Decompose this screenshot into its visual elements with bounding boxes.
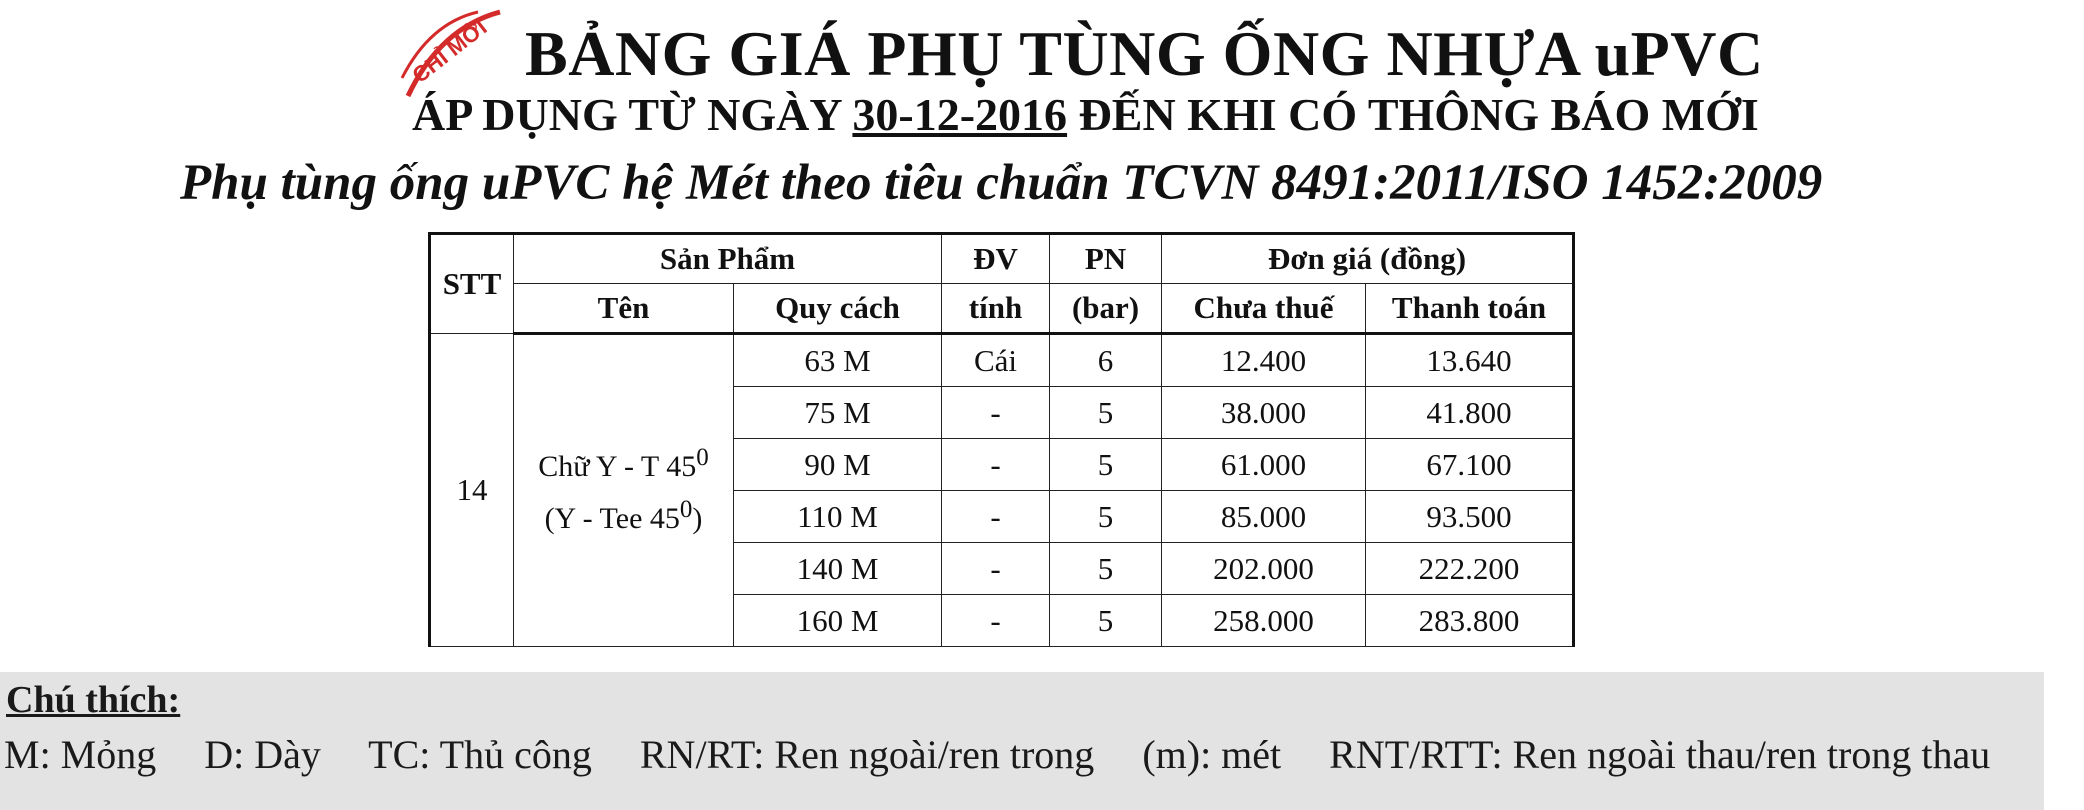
product-name-line2: (Y - Tee $45^0$) — [544, 495, 703, 535]
table-row — [430, 334, 1574, 387]
effective-date: 30-12-2016 — [852, 89, 1068, 140]
note-item: (m): mét — [1142, 732, 1282, 777]
spec-cell: 90 M — [734, 439, 942, 491]
header-before-tax: Chưa thuế — [1162, 284, 1366, 334]
total-cell: 93.500 — [1366, 491, 1574, 543]
notes-heading: Chú thích: — [6, 679, 181, 721]
stt-cell: 14 — [430, 334, 514, 647]
before-tax-cell: 61.000 — [1162, 439, 1366, 491]
note-item: RNT/RTT: Ren ngoài thau/ren trong thau — [1329, 732, 1991, 777]
pn-cell: 5 — [1050, 595, 1162, 647]
header-name: Tên — [514, 284, 734, 334]
header-unit-line1: ĐV — [942, 234, 1050, 284]
page-title: BẢNG GIÁ PHỤ TÙNG ỐNG NHỰA uPVC — [525, 18, 1764, 89]
spec-cell: 110 M — [734, 491, 942, 543]
pn-cell: 5 — [1050, 491, 1162, 543]
pn-cell: 5 — [1050, 543, 1162, 595]
spec-cell: 160 M — [734, 595, 942, 647]
pn-cell: 5 — [1050, 387, 1162, 439]
price-table — [428, 232, 1575, 647]
total-cell: 13.640 — [1366, 334, 1574, 387]
unit-cell: - — [942, 439, 1050, 491]
pn-cell: 6 — [1050, 334, 1162, 387]
notes-section — [0, 672, 2044, 810]
note-item: TC: Thủ công — [368, 732, 592, 777]
before-tax-cell: 202.000 — [1162, 543, 1366, 595]
unit-cell: - — [942, 387, 1050, 439]
total-cell: 67.100 — [1366, 439, 1574, 491]
spec-cell: 75 M — [734, 387, 942, 439]
header-product: Sản Phẩm — [514, 234, 942, 284]
header-stt: STT — [430, 234, 514, 334]
before-tax-cell: 12.400 — [1162, 334, 1366, 387]
header-price: Đơn giá (đồng) — [1162, 234, 1574, 284]
degree-superscript: 0 — [679, 495, 693, 523]
header-pn-line1: PN — [1050, 234, 1162, 284]
notes-legend — [4, 731, 2028, 778]
before-tax-cell: 38.000 — [1162, 387, 1366, 439]
degree-superscript: 0 — [696, 444, 709, 471]
total-cell: 283.800 — [1366, 595, 1574, 647]
total-cell: 41.800 — [1366, 387, 1574, 439]
spec-cell: 140 M — [734, 543, 942, 595]
unit-cell: - — [942, 543, 1050, 595]
unit-cell: - — [942, 595, 1050, 647]
unit-cell: - — [942, 491, 1050, 543]
header-total: Thanh toán — [1366, 284, 1574, 334]
pn-cell: 5 — [1050, 439, 1162, 491]
note-item: M: Mỏng — [4, 732, 157, 777]
unit-cell: Cái — [942, 334, 1050, 387]
total-cell: 222.200 — [1366, 543, 1574, 595]
product-name-cell — [514, 334, 734, 647]
before-tax-cell: 258.000 — [1162, 595, 1366, 647]
subtitle-suffix: ĐẾN KHI CÓ THÔNG BÁO MỚI — [1067, 89, 1759, 140]
effective-date-line — [412, 90, 1759, 141]
header-unit-line2: tính — [942, 284, 1050, 334]
stamp-text: CHỈ MỚI — [407, 14, 492, 88]
header-spec: Quy cách — [734, 284, 942, 334]
header-pn-line2: (bar) — [1050, 284, 1162, 334]
note-item: D: Dày — [204, 732, 321, 777]
note-item: RN/RT: Ren ngoài/ren trong — [639, 732, 1095, 777]
before-tax-cell: 85.000 — [1162, 491, 1366, 543]
subtitle-prefix: ÁP DỤNG TỪ NGÀY — [412, 89, 853, 140]
product-name-line1: Chữ Y - T $45^0$ — [538, 444, 709, 483]
standard-line: Phụ tùng ống uPVC hệ Mét theo tiêu chuẩn TCVN 8491:2011/ISO 1452:2009 — [180, 155, 1823, 211]
spec-cell: 63 M — [734, 334, 942, 387]
